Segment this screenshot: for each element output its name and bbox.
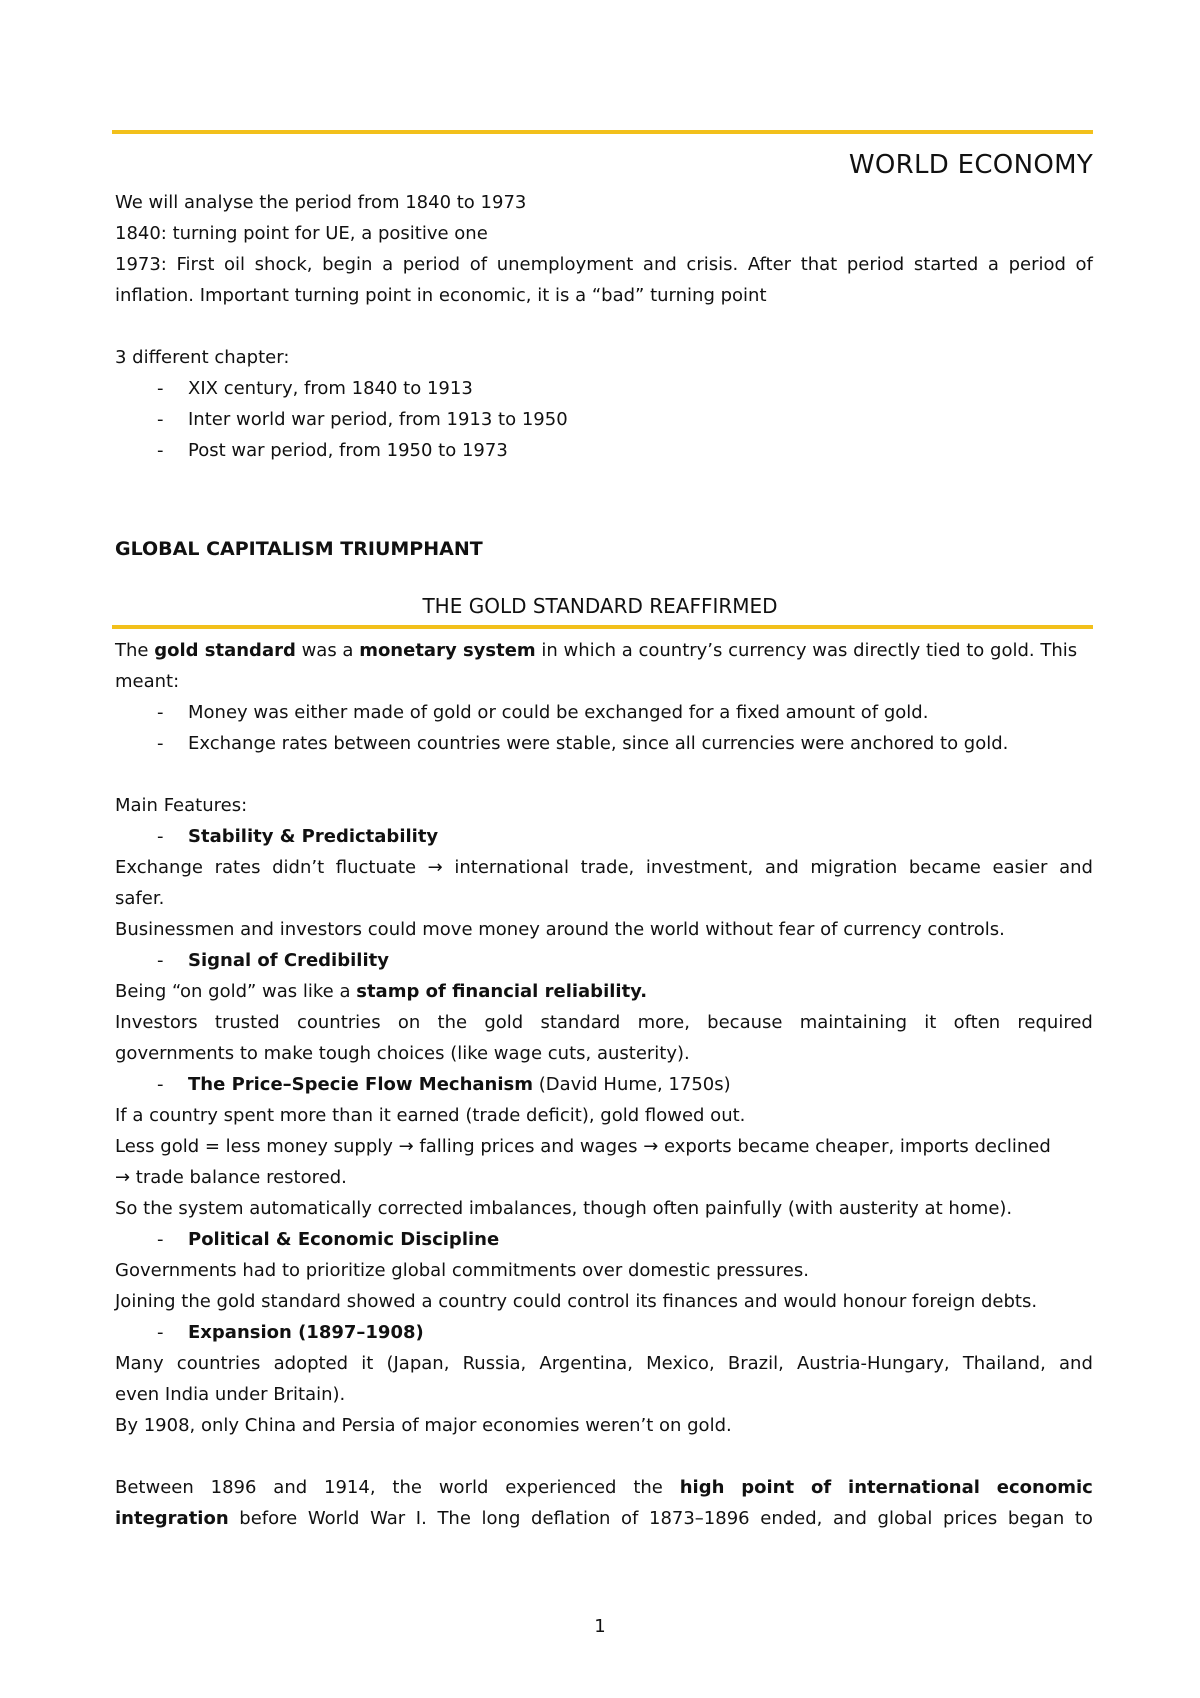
feature-5-line-3: By 1908, only China and Persia of major economies weren’t on gold. — [115, 1415, 732, 1436]
feature-heading-text: Expansion (1897–1908) — [188, 1322, 424, 1343]
word: ended, — [760, 1508, 823, 1529]
word: I. — [415, 1508, 427, 1529]
word: because — [707, 1012, 783, 1033]
text-run: was a — [295, 640, 360, 661]
word: of — [469, 254, 488, 275]
chapters-title: 3 different chapter: — [115, 347, 290, 368]
word: and — [1059, 857, 1093, 878]
features-title: Main Features: — [115, 795, 248, 816]
word: fluctuate — [335, 857, 417, 878]
intro-line-2: 1840: turning point for UE, a positive one — [115, 223, 488, 244]
word: Russia, — [462, 1353, 527, 1374]
bold-term: gold standard — [154, 640, 296, 661]
bullet-dash: - — [157, 1322, 164, 1343]
header-rule — [112, 130, 1093, 134]
text-run: The — [115, 640, 155, 661]
bold-word: high — [679, 1477, 725, 1498]
word: crisis. — [686, 254, 739, 275]
word: maintaining — [799, 1012, 908, 1033]
list-item-text: Exchange rates between countries were stable, since all currencies were anchored to gold. — [188, 733, 1009, 754]
word: countries — [296, 1012, 381, 1033]
feature-2-line-1 — [115, 981, 647, 1003]
page-title: WORLD ECONOMY — [848, 150, 1093, 180]
word: After — [747, 254, 792, 275]
closing-line-2 — [115, 1508, 1093, 1530]
word: started — [913, 254, 979, 275]
word: and — [764, 857, 799, 878]
word: begin — [322, 254, 373, 275]
list-item — [157, 733, 1008, 755]
feature-heading-text: The Price–Specie Flow Mechanism — [188, 1074, 533, 1095]
word: began — [1007, 1508, 1065, 1529]
word: War — [370, 1508, 406, 1529]
word: adopted — [273, 1353, 349, 1374]
word: and — [642, 254, 677, 275]
word: world — [438, 1477, 489, 1498]
word: didn’t — [272, 857, 325, 878]
bold-word: economic — [996, 1477, 1093, 1498]
bold-term: stamp of financial reliability. — [356, 981, 648, 1002]
bullet-dash: - — [157, 733, 164, 754]
word: The — [437, 1508, 471, 1529]
feature-heading-text: Political & Economic Discipline — [188, 1229, 500, 1250]
bold-word: international — [848, 1477, 980, 1498]
list-item-text: Post war period, from 1950 to 1973 — [188, 440, 508, 461]
definition-line-1 — [115, 640, 1077, 662]
word: 1914, — [324, 1477, 376, 1498]
feature-1-line-2: safer. — [115, 888, 165, 909]
feature-2-line-3: governments to make tough choices (like wage cuts, austerity). — [115, 1043, 690, 1064]
word: → — [427, 857, 443, 878]
word: on — [397, 1012, 421, 1033]
feature-5-line-2: even India under Britain). — [115, 1384, 346, 1405]
section-heading: GLOBAL CAPITALISM TRIUMPHANT — [115, 538, 483, 560]
list-item — [157, 702, 928, 724]
feature-heading — [157, 826, 438, 848]
bullet-dash: - — [157, 950, 164, 971]
word: 1896 — [210, 1477, 257, 1498]
word: standard — [540, 1012, 621, 1033]
word: Austria-Hungary, — [796, 1353, 950, 1374]
word: experienced — [505, 1477, 617, 1498]
word: unemployment — [496, 254, 634, 275]
word: trade, — [580, 857, 635, 878]
word: often — [953, 1012, 1001, 1033]
word: it — [361, 1353, 374, 1374]
word: Investors — [115, 1012, 198, 1033]
word: countries — [176, 1353, 261, 1374]
feature-3-line-2: Less gold = less money supply → falling prices and wages → exports became cheaper, imports declined — [115, 1136, 1051, 1157]
word: required — [1017, 1012, 1093, 1033]
list-item-text: Money was either made of gold or could be exchanged for a fixed amount of gold. — [188, 702, 929, 723]
word: Exchange — [115, 857, 203, 878]
word: trusted — [214, 1012, 280, 1033]
word: to — [1074, 1508, 1093, 1529]
word: period — [1008, 254, 1066, 275]
bullet-dash: - — [157, 826, 164, 847]
bullet-dash: - — [157, 702, 164, 723]
word: Mexico, — [646, 1353, 715, 1374]
bold-word: integration — [115, 1508, 229, 1529]
word: period — [846, 254, 905, 275]
intro-line-3 — [115, 254, 1093, 276]
word: First — [176, 254, 215, 275]
word: Argentina, — [539, 1353, 633, 1374]
word: more, — [637, 1012, 690, 1033]
page-number: 1 — [594, 1616, 606, 1637]
intro-line-4: inflation. Important turning point in economic, it is a “bad” turning point — [115, 285, 767, 306]
word: investment, — [645, 857, 754, 878]
word: Thailand, — [962, 1353, 1046, 1374]
bullet-dash: - — [157, 1229, 164, 1250]
word: rates — [214, 857, 261, 878]
word: the — [437, 1012, 468, 1033]
word: gold — [484, 1012, 524, 1033]
feature-1-line-1 — [115, 857, 1093, 879]
feature-heading — [157, 950, 389, 972]
word: and — [273, 1477, 308, 1498]
word: oil — [224, 254, 246, 275]
feature-heading-text: Signal of Credibility — [188, 950, 389, 971]
word: of — [621, 1508, 639, 1529]
word: that — [800, 254, 838, 275]
word: (Japan, — [386, 1353, 450, 1374]
word: Between — [115, 1477, 194, 1498]
word: and — [1059, 1353, 1093, 1374]
word: and — [833, 1508, 867, 1529]
word: a — [987, 254, 999, 275]
subheading-rule — [112, 625, 1093, 629]
feature-heading — [157, 1229, 499, 1251]
feature-5-line-1 — [115, 1353, 1093, 1375]
list-item — [157, 378, 473, 400]
feature-3-line-3: → trade balance restored. — [115, 1167, 347, 1188]
word: migration — [810, 857, 898, 878]
word: the — [392, 1477, 422, 1498]
word: long — [481, 1508, 521, 1529]
word: shock, — [254, 254, 313, 275]
list-item — [157, 440, 508, 462]
feature-2-line-2 — [115, 1012, 1093, 1034]
feature-3-line-1: If a country spent more than it earned (trade deficit), gold flowed out. — [115, 1105, 746, 1126]
list-item-text: Inter world war period, from 1913 to 1950 — [188, 409, 568, 430]
feature-heading — [157, 1074, 731, 1096]
intro-line-1: We will analyse the period from 1840 to 1973 — [115, 192, 527, 213]
list-item-text: XIX century, from 1840 to 1913 — [188, 378, 473, 399]
word: World — [307, 1508, 360, 1529]
bullet-dash: - — [157, 409, 164, 430]
word: international — [454, 857, 569, 878]
word: 1873–1896 — [649, 1508, 750, 1529]
word: Many — [115, 1353, 164, 1374]
word: period — [402, 254, 461, 275]
word: became — [908, 857, 981, 878]
feature-3-line-4: So the system automatically corrected imbalances, though often painfully (with austerity at home). — [115, 1198, 1013, 1219]
feature-4-line-1: Governments had to prioritize global commitments over domestic pressures. — [115, 1260, 809, 1281]
word: 1973: — [115, 254, 167, 275]
word: it — [924, 1012, 937, 1033]
word: a — [382, 254, 394, 275]
text-run: (David Hume, 1750s) — [533, 1074, 731, 1095]
section-subheading: THE GOLD STANDARD REAFFIRMED — [422, 594, 778, 618]
closing-line-1 — [115, 1477, 1093, 1499]
bold-word: point — [741, 1477, 795, 1498]
word: prices — [943, 1508, 998, 1529]
bullet-dash: - — [157, 1074, 164, 1095]
word: easier — [992, 857, 1048, 878]
word: deflation — [531, 1508, 611, 1529]
bullet-dash: - — [157, 378, 164, 399]
feature-1-line-3: Businessmen and investors could move money around the world without fear of currency controls. — [115, 919, 1005, 940]
bold-term: monetary system — [359, 640, 536, 661]
text-run: Being “on gold” was like a — [115, 981, 357, 1002]
word: global — [877, 1508, 933, 1529]
word: before — [239, 1508, 298, 1529]
feature-heading-text: Stability & Predictability — [188, 826, 439, 847]
list-item — [157, 409, 568, 431]
feature-4-line-2: Joining the gold standard showed a country could control its finances and would honour foreign debts. — [115, 1291, 1038, 1312]
word: the — [633, 1477, 663, 1498]
text-run: in which a country’s currency was directly tied to gold. This — [535, 640, 1078, 661]
word: of — [1075, 254, 1093, 275]
bold-word: of — [810, 1477, 832, 1498]
bullet-dash: - — [157, 440, 164, 461]
definition-line-2: meant: — [115, 671, 180, 692]
word: Brazil, — [727, 1353, 784, 1374]
feature-heading — [157, 1322, 424, 1344]
